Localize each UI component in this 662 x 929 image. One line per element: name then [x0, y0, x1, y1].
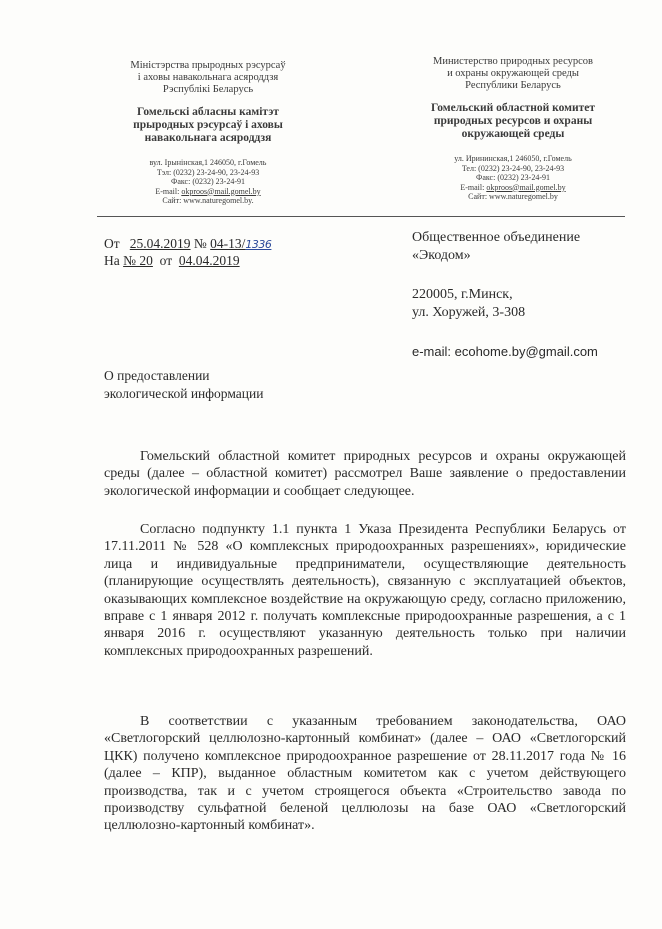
handwritten-number: 1336: [245, 238, 272, 251]
committee-line: окружающей среды: [461, 128, 565, 140]
ministry-line: Рэспублікі Беларусь: [162, 84, 254, 95]
tel-line: Тэл: (0232) 23-24-90, 23-24-93: [156, 167, 260, 177]
fax-line: Факс: (0232) 23-24-91: [171, 177, 245, 186]
outgoing-date: 25.04.2019: [129, 236, 191, 251]
outgoing-number: 04-13/: [210, 236, 246, 251]
header-russian: [395, 56, 631, 202]
outgoing-reference: [104, 235, 271, 253]
ministry-line: Міністэрства прыродных рэсурсаў: [130, 60, 286, 71]
contact-block: [395, 154, 631, 202]
subject-line: О предоставлении: [104, 368, 210, 383]
committee-line: навакольнага асяроддзя: [144, 132, 272, 144]
reply-date: 04.04.2019: [178, 253, 240, 268]
ministry-line: Республики Беларусь: [465, 80, 561, 91]
committee-line: Гомельский областной комитет: [430, 102, 596, 114]
body-paragraph: [104, 448, 626, 500]
paragraph-text: Согласно подпункту 1.1 пункта 1 Указа Президента Республики Беларусь от 17.11.2011 № 528 «О комплексных природоохранных разрешениях», юридические лица и индивидуальные предприниматели, осуществляющие деятельность (планирующие осуществлять деятельность), связанную с эксплуатацией объектов, оказывающих комплексное воздействие на окружающую среду, согласно приложению, вправе с 1 января 2012 г. получать комплексные природоохранные разрешения, а с 1 января 2016 г. осуществляют указанную деятельность только при наличии комплексных природоохранных разрешений.: [104, 522, 626, 659]
letter-subject: [104, 367, 263, 403]
addressee-postal: 220005, г.Минск,: [412, 287, 513, 302]
committee-line: природных ресурсов и охраны: [433, 115, 593, 127]
addressee-org-line2: «Экодом»: [412, 248, 471, 263]
committee-name: [98, 106, 318, 145]
site-line: Сайт: www.naturegomel.by.: [162, 196, 254, 205]
ministry-line: и охраны окружающей среды: [447, 68, 579, 79]
fax-line: Факс: (0232) 23-24-91: [476, 173, 550, 182]
addressee-org-line1: Общественное объединение: [412, 230, 581, 245]
committee-line: прыродных рэсурсаў і аховы: [133, 119, 283, 131]
contact-block: [98, 158, 318, 206]
address-line: вул. Ірынінская,1 246050, г.Гомель: [149, 158, 267, 167]
incoming-reference: [104, 252, 240, 269]
addressee-street: ул. Хоружей, 3-308: [412, 305, 526, 320]
committee-line: Гомельскі абласны камітэт: [137, 106, 279, 118]
site-line: Сайт: www.naturegomel.by: [468, 192, 558, 201]
email-line: [98, 187, 318, 197]
body-paragraph: [104, 713, 626, 835]
address-line: ул. Ирининская,1 246050, г.Гомель: [454, 154, 572, 163]
header-belarusian: [98, 60, 318, 206]
paragraph-text: Гомельский областной комитет природных ресурсов и охраны окружающей среды (далее – областной комитет) рассмотрел Ваше заявление о предоставлении экологической информации и сообщает следующее.: [104, 449, 626, 499]
email-address: okproos@mail.gomel.by: [486, 182, 566, 192]
email-label: E-mail:: [155, 186, 180, 196]
header-divider: [97, 216, 625, 217]
reply-label: На: [104, 253, 120, 268]
email-line: [395, 183, 631, 193]
addressee-email: e-mail: ecohome.by@gmail.com: [412, 344, 598, 359]
email-label: E-mail:: [460, 182, 485, 192]
reply-from-label: от: [159, 253, 173, 268]
paragraph-text: В соответствии с указанным требованием законодательства, ОАО «Светлогорский целлюлозно-картонный комбинат» (далее – ОАО «Светлогорский ЦКК) получено комплексное природоохранное разрешение от 28.11.2017 года № 16 (далее – КПР), выданное областным комитетом как с учетом действующего производства, так и с учетом строящегося объекта «Строительство завода по производству сульфатной беленой целлюлозы на базе ОАО «Светлогорский целлюлозно-картонный комбинат».: [104, 714, 626, 834]
reply-number: № 20: [123, 253, 153, 268]
ministry-line: Министерство природных ресурсов: [432, 56, 593, 67]
ministry-line: і аховы навакольнага асяроддзя: [137, 72, 279, 83]
from-label: От: [104, 236, 120, 251]
number-label: №: [193, 236, 207, 251]
committee-name: [395, 102, 631, 141]
tel-line: Тел: (0232) 23-24-90, 23-24-93: [461, 163, 565, 173]
body-paragraph: [104, 521, 626, 660]
email-address: okproos@mail.gomel.by: [181, 186, 261, 196]
subject-line: экологической информации: [104, 386, 264, 401]
